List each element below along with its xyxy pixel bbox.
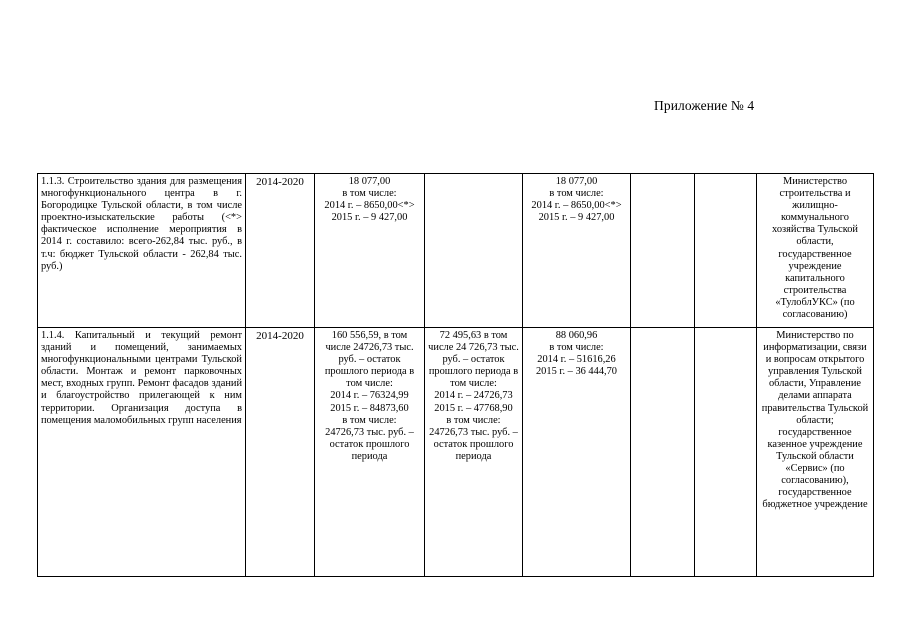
table-row bbox=[38, 174, 874, 328]
program-table bbox=[37, 173, 874, 577]
total-funding-text: 18 077,00 в том числе: 2014 г. – 8650,00<*> 2015 г. – 9 427,00 bbox=[324, 176, 415, 224]
executor-cell: Министерство строительства и жилищно-коммунального хозяйства Тульской области, государственное учреждение капитального строительства «ТулоблУКС» (по согласованию) bbox=[757, 174, 874, 328]
period-cell: 2014-2020 bbox=[246, 328, 315, 577]
regional-budget-text: 88 060,96 в том числе: 2014 г. – 51616,26 2015 г. – 36 444,70 bbox=[535, 330, 618, 378]
total-funding-text: 160 556,59, в том числе 24726,73 тыс. руб. – остаток прошлого периода в том числе: 2014 г. – 76324,99 2015 г. – 84873,60 в том числе: 24726,73 тыс. руб. – остаток прошлого периода bbox=[324, 330, 415, 462]
federal-budget-text: 72 495,63 в том числе 24 726,73 тыс. руб. – остаток прошлого периода в том числе: 2014 г. – 24726,73 2015 г. – 47768,90 в том числе: 24726,73 тыс. руб. – остаток прошлого периода bbox=[428, 330, 519, 462]
period-cell: 2014-2020 bbox=[246, 174, 315, 328]
activity-name: 1.1.3. Строительство здания для размещения многофункционального центра в г. Богородицке Тульской области, в том числе проектно-изыскательские работы (<*> фактическое исполнение мероприятия в 2014 г. составило: всего-262,84 тыс. руб., в т.ч: бюджет Тульской области - 262,84 тыс. руб.) bbox=[38, 174, 246, 328]
funding-cell-7 bbox=[695, 328, 757, 577]
funding-cell-6 bbox=[631, 174, 695, 328]
activity-name: 1.1.4. Капитальный и текущий ремонт зданий и помещений, занимаемых многофункциональными центрами Тульской области. Монтаж и ремонт парковочных мест, входных групп. Ремонт фасадов зданий и благоустройство прилегающей к ним территории. Организация доступа в помещения маломобильных групп населения bbox=[38, 328, 246, 577]
regional-budget-cell bbox=[523, 328, 631, 577]
appendix-title: Приложение № 4 bbox=[654, 98, 755, 113]
table-row bbox=[38, 328, 874, 577]
total-funding-cell bbox=[315, 174, 425, 328]
total-funding-cell bbox=[315, 328, 425, 577]
funding-cell-6 bbox=[631, 328, 695, 577]
regional-budget-cell bbox=[523, 174, 631, 328]
regional-budget-text: 18 077,00 в том числе: 2014 г. – 8650,00<*> 2015 г. – 9 427,00 bbox=[531, 176, 622, 224]
federal-budget-cell bbox=[425, 328, 523, 577]
funding-cell-4 bbox=[425, 174, 523, 328]
executor-cell: Министерство по информатизации, связи и вопросам открытого управления Тульской области, Управление делами аппарата правительства Тульской области; государственное казенное учреждение Тульской области «Сервис» (по согласованию), государственное бюджетное учреждение bbox=[757, 328, 874, 577]
funding-cell-7 bbox=[695, 174, 757, 328]
